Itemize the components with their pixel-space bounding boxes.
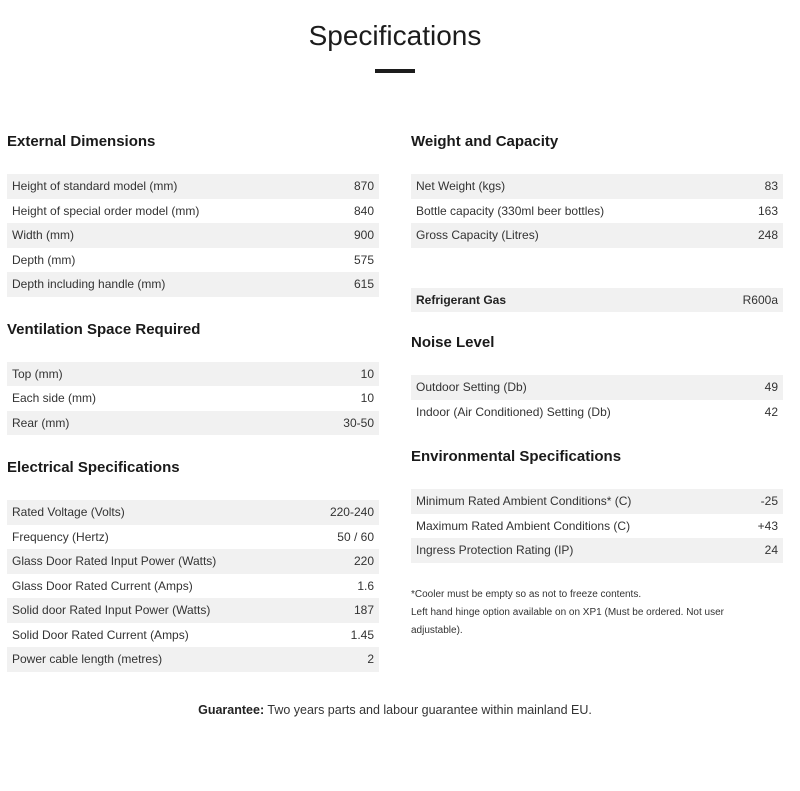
right-column (411, 132, 783, 640)
row-value: 840 (353, 203, 374, 218)
row-label: Solid Door Rated Current (Amps) (12, 627, 189, 642)
row-label: Maximum Rated Ambient Conditions (C) (416, 518, 631, 533)
row-value: 615 (353, 277, 374, 292)
guarantee-text: Two years parts and labour guarantee within mainland EU. (264, 703, 592, 717)
table-row (7, 574, 379, 599)
row-label: Height of standard model (mm) (12, 179, 178, 194)
page-title: Specifications (308, 20, 482, 51)
weight-capacity-heading: Weight and Capacity (411, 133, 559, 150)
left-column (7, 132, 379, 672)
table-row (7, 549, 379, 574)
noise-level-heading: Noise Level (411, 334, 495, 351)
environmental-heading: Environmental Specifications (411, 448, 622, 465)
table-row (7, 598, 379, 623)
table-row (7, 623, 379, 648)
row-label: Depth (mm) (12, 252, 76, 267)
row-value: 870 (353, 179, 374, 194)
refrigerant-value: R600a (742, 292, 778, 307)
table-row (7, 500, 379, 525)
row-value: 1.45 (350, 627, 374, 642)
title-underline (375, 69, 415, 73)
weight-capacity-table (411, 174, 783, 248)
row-value: 24 (764, 543, 778, 558)
table-row (411, 375, 783, 400)
row-value: 50 / 60 (337, 529, 374, 544)
row-label: Outdoor Setting (Db) (416, 380, 527, 395)
row-value: 10 (360, 366, 374, 381)
row-value: 575 (353, 252, 374, 267)
external-dimensions-heading: External Dimensions (7, 133, 156, 150)
row-label: Depth including handle (mm) (12, 277, 166, 292)
row-label: Each side (mm) (12, 391, 97, 406)
refrigerant-gas-row (411, 288, 783, 313)
row-label: Rear (mm) (12, 415, 70, 430)
row-label: Gross Capacity (Litres) (416, 228, 539, 243)
row-label: Width (mm) (12, 228, 74, 243)
row-value: 2 (367, 652, 374, 667)
row-value: 42 (764, 404, 778, 419)
table-row (7, 525, 379, 550)
row-value: -25 (760, 494, 778, 509)
table-row (411, 538, 783, 563)
row-value: 1.6 (357, 578, 374, 593)
table-row (7, 272, 379, 297)
footnotes (411, 586, 783, 640)
table-row (7, 647, 379, 672)
row-label: Power cable length (metres) (12, 652, 163, 667)
row-value: 248 (757, 228, 778, 243)
row-value: 900 (353, 228, 374, 243)
electrical-table (7, 500, 379, 672)
row-label: Minimum Rated Ambient Conditions* (C) (416, 494, 632, 509)
table-row (7, 411, 379, 436)
external-dimensions-table (7, 174, 379, 297)
row-label: Glass Door Rated Current (Amps) (12, 578, 193, 593)
row-value: 220 (353, 554, 374, 569)
row-label: Indoor (Air Conditioned) Setting (Db) (416, 404, 611, 419)
row-label: Solid door Rated Input Power (Watts) (12, 603, 211, 618)
row-label: Bottle capacity (330ml beer bottles) (416, 203, 605, 218)
row-label: Frequency (Hertz) (12, 529, 109, 544)
row-value: 163 (757, 203, 778, 218)
environmental-table (411, 489, 783, 563)
row-value: 220-240 (329, 505, 374, 520)
row-label: Ingress Protection Rating (IP) (416, 543, 574, 558)
row-value: 30-50 (343, 415, 374, 430)
guarantee-statement (0, 703, 790, 717)
ventilation-table (7, 362, 379, 436)
row-label: Glass Door Rated Input Power (Watts) (12, 554, 217, 569)
row-label: Rated Voltage (Volts) (12, 505, 125, 520)
row-value: 49 (764, 380, 778, 395)
table-row (411, 223, 783, 248)
noise-level-table (411, 375, 783, 424)
row-label: Top (mm) (12, 366, 63, 381)
row-value: 187 (353, 603, 374, 618)
footnote-hinge-option: Left hand hinge option available on on XP1 (Must be ordered. Not user adjustable). (411, 606, 724, 636)
table-row (7, 386, 379, 411)
electrical-heading: Electrical Specifications (7, 459, 180, 476)
ventilation-heading: Ventilation Space Required (7, 320, 201, 338)
table-row (7, 362, 379, 387)
table-row (7, 199, 379, 224)
refrigerant-label: Refrigerant Gas (416, 292, 507, 307)
table-row (411, 400, 783, 425)
row-label: Height of special order model (mm) (12, 203, 200, 218)
row-label: Net Weight (kgs) (416, 179, 506, 194)
table-row (411, 174, 783, 199)
table-row (7, 248, 379, 273)
table-row (411, 489, 783, 514)
footnote-empty-cooler: *Cooler must be empty so as not to freeze contents. (411, 588, 642, 600)
row-value: 83 (764, 179, 778, 194)
table-row (411, 514, 783, 539)
table-row (7, 223, 379, 248)
guarantee-label: Guarantee: (198, 703, 265, 717)
table-row (411, 199, 783, 224)
table-row (7, 174, 379, 199)
row-value: 10 (360, 391, 374, 406)
row-value: +43 (757, 518, 778, 533)
